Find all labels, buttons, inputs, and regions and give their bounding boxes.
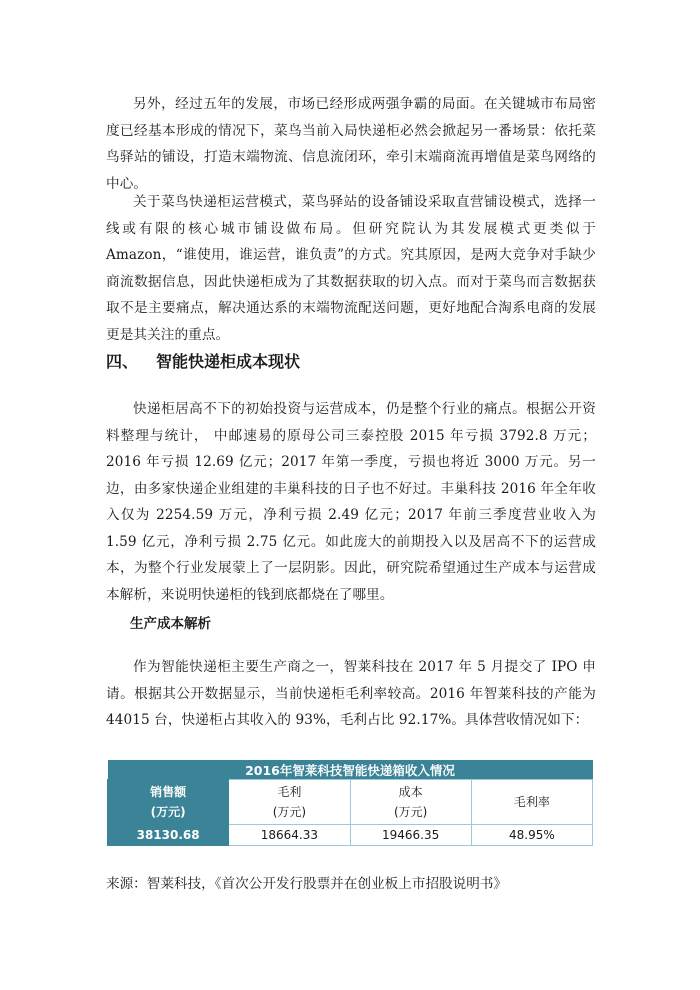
header-sales <box>108 780 229 825</box>
source-note: 来源：智莱科技，《首次公开发行股票并在创业板上市招股说明书》 <box>106 876 508 892</box>
paragraph-zhilai-ipo: 作为智能快递柜主要生产商之一，智莱科技在 2017 年 5 月提交了 IPO 申请。根据其公开数据显示，当前快递柜毛利率较高。2016 年智莱科技的产能为 44015 台，快递柜占其收入的 93%，毛利占比 92.17%。具体营收情况如下： <box>106 659 596 728</box>
header-cost-label: 成本 <box>398 785 423 799</box>
section-number: 四、 <box>106 352 139 371</box>
cell-cost: 19466.35 <box>350 825 471 846</box>
header-gross-margin-label: 毛利率 <box>513 795 550 809</box>
cell-gross-profit: 18664.33 <box>229 825 350 846</box>
paragraph-cost-pain-point: 快递柜居高不下的初始投资与运营成本，仍是整个行业的痛点。根据公开资料整理与统计， 中邮速易的原母公司三泰控股 2015 年亏损 3792.8 万元；2016 年亏损 12.69 亿元；2017 年第一季度，亏损也将近 3000 万元。另一边，由多家快递企业组建的丰巢科技的日子也不好过。丰巢科技 2016 年全年收入仅为 2254.59 万元，净利亏损 2.49 亿元；2017 年前三季度营业收入为 1.59 亿元，净利亏损 2.75 亿元。如此庞大的前期投入以及居高不下的运营成本，为整个行业发展蒙上了一层阴影。因此，研究院希望通过生产成本与运营成本解析，来说明快递柜的钱到底都烧在了哪里。 <box>106 401 596 603</box>
table-header-row <box>108 780 593 825</box>
section-heading <box>106 349 300 372</box>
header-sales-unit: (万元) <box>150 805 186 819</box>
table-title-row <box>108 760 593 780</box>
section-title: 智能快递柜成本现状 <box>156 352 301 371</box>
header-gross-profit <box>229 780 350 825</box>
header-gross-margin <box>471 780 592 825</box>
header-cost <box>350 780 471 825</box>
header-cost-unit: (万元) <box>393 805 428 819</box>
cell-sales: 38130.68 <box>108 825 229 846</box>
table-title: 2016年智莱科技智能快递箱收入情况 <box>108 760 593 780</box>
table-row <box>108 825 593 846</box>
subsection-heading: 生产成本解析 <box>130 616 211 632</box>
cell-gross-margin: 48.95% <box>471 825 592 846</box>
paragraph-two-strong-market: 另外，经过五年的发展，市场已经形成两强争霸的局面。在关键城市布局密度已经基本形成的情况下，菜鸟当前入局快递柜必然会掀起另一番场景：依托菜鸟驿站的铺设，打造末端物流、信息流闭环，牵引末端商流再增值是菜鸟网络的中心。 <box>106 96 596 192</box>
header-sales-label: 销售额 <box>150 785 187 799</box>
revenue-table <box>107 760 593 846</box>
header-gross-profit-unit: (万元) <box>272 805 307 819</box>
paragraph-cainiao-operation-model: 关于菜鸟快递柜运营模式，菜鸟驿站的设备铺设采取直营铺设模式，选择一线或有限的核心城市铺设做布局。但研究院认为其发展模式更类似于 Amazon，“谁使用，谁运营，谁负责”的方式。究其原因，是两大竞争对手缺少商流数据信息，因此快递柜成为了其数据获取的切入点。而对于菜鸟而言数据获取不是主要痛点，解决通达系的末端物流配送问题，更好地配合淘系电商的发展更是其关注的重点。 <box>106 194 596 343</box>
header-gross-profit-label: 毛利 <box>277 785 302 799</box>
